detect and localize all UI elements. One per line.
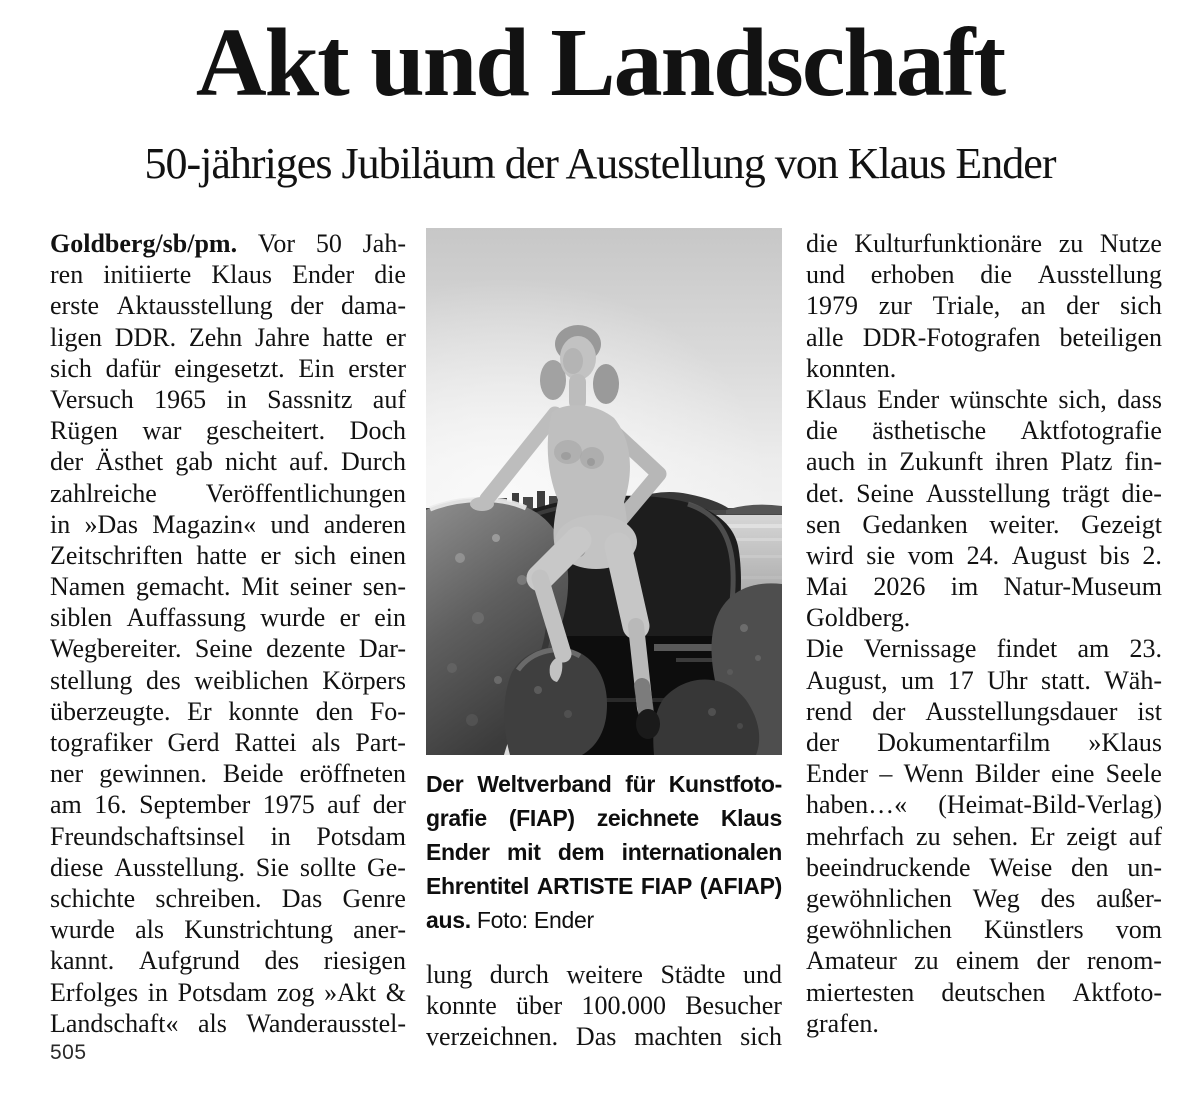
text-line: der Ästhet gab nicht auf. Durch: [50, 447, 406, 477]
text-line: Wegbereiter. Seine dezente Dar-: [50, 634, 406, 664]
text-line: sen Gedanken weiter. Gezeigt: [806, 509, 1162, 539]
text-line: kannt. Aufgrund des riesigen: [50, 946, 406, 976]
text-line: erste Aktausstellung der dama-: [50, 291, 406, 321]
photo-caption: [426, 767, 782, 937]
text-line: in »Das Magazin« und anderen: [50, 509, 406, 539]
text-line: sich dafür eingesetzt. Ein erster: [50, 353, 406, 383]
text-line: konnte über 100.000 Besucher: [426, 991, 782, 1021]
text-line: schichte schreiben. Das Genre: [50, 883, 406, 913]
text-line: grafie (FIAP) zeichnete Klaus: [426, 805, 782, 831]
text-line: lung durch weitere Städte und: [426, 960, 782, 989]
text-line: gewöhnlichen Künstlers vom: [806, 915, 1162, 945]
article-subtitle: 50-jähriges Jubiläum der Ausstellung von Klaus Ender: [144, 139, 1056, 188]
article-photo: [426, 228, 782, 755]
text-line: Versuch 1965 in Sassnitz auf: [50, 384, 406, 414]
text-line: Landschaft« als Wanderausstel-: [50, 1008, 406, 1038]
text-line: mehrfach zu sehen. Er zeigt auf: [806, 821, 1162, 851]
text-line: und erhoben die Ausstellung: [806, 260, 1162, 290]
text-line: grafen.: [806, 1008, 879, 1038]
text-line: tografiker Gerd Rattei als Part-: [50, 728, 406, 757]
text-line: zahlreiche Veröffentlichungen: [50, 478, 406, 508]
text-line: gewöhnlichen Weg des außer-: [806, 883, 1162, 913]
text-line: beeindruckende Weise den un-: [806, 852, 1162, 882]
text-line: ner gewinnen. Beide eröffneten: [50, 759, 406, 789]
photo-illustration: [426, 228, 782, 755]
text-line: auch in Zukunft ihren Platz fin-: [806, 447, 1162, 477]
text-line: Goldberg.: [806, 603, 911, 633]
text-line: Amateur zu einem der renom-: [806, 946, 1162, 976]
article-title: Akt und Landschaft: [195, 9, 1005, 117]
text-line: die Kulturfunktionäre zu Nutze: [806, 229, 1162, 258]
text-line: Zeitschriften hatte er sich einen: [50, 540, 406, 570]
page-number: 505: [50, 1041, 87, 1064]
text-line: Klaus Ender wünschte sich, dass: [806, 384, 1162, 414]
text-line: 1979 zur Triale, an der sich: [806, 291, 1162, 321]
text-line: rend der Ausstellungsdauer ist: [806, 696, 1162, 726]
text-line: die ästhetische Aktfotografie: [806, 416, 1162, 446]
text-line: alle DDR-Fotografen beteiligen: [806, 322, 1162, 352]
text-line: verzeichnen. Das machten sich: [426, 1022, 782, 1052]
text-line: wird sie vom 24. August bis 2.: [806, 540, 1162, 570]
text-line: Rügen war gescheitert. Doch: [50, 416, 406, 446]
right-column: [806, 228, 1162, 1039]
text-line: der Dokumentarfilm »Klaus: [806, 728, 1162, 757]
text-line: am 16. September 1975 auf der: [50, 790, 406, 820]
text-line: Die Vernissage findet am 23.: [806, 634, 1162, 664]
text-line: Mai 2026 im Natur-Museum: [806, 572, 1162, 602]
text-line: konnten.: [806, 353, 897, 383]
text-line: aus. Foto: Ender: [426, 907, 594, 933]
text-line: Ender mit dem internationalen: [426, 839, 782, 865]
text-line: Goldberg/sb/pm. Vor 50 Jah-: [50, 229, 406, 258]
text-line: Erfolges in Potsdam zog »Akt &: [50, 977, 406, 1007]
left-column: [50, 228, 406, 1039]
text-line: miertesten deutschen Aktfoto-: [806, 977, 1162, 1007]
text-line: ren initiierte Klaus Ender die: [50, 260, 406, 290]
text-line: det. Seine Ausstellung trägt die-: [806, 478, 1162, 508]
text-line: siblen Auffassung wurde er ein: [50, 603, 406, 633]
text-line: Namen gemacht. Mit seiner sen-: [50, 572, 406, 602]
text-line: haben…« (Heimat-Bild-Verlag): [806, 790, 1162, 820]
text-line: August, um 17 Uhr statt. Wäh-: [806, 665, 1162, 695]
text-line: überzeugte. Er konnte den Fo-: [50, 696, 406, 726]
text-line: diese Ausstellung. Sie sollte Ge-: [50, 852, 406, 882]
text-line: stellung des weiblichen Körpers: [50, 665, 406, 695]
middle-column-text: [426, 959, 782, 1053]
middle-column: [426, 228, 782, 1053]
text-line: Freundschaftsinsel in Potsdam: [50, 821, 406, 851]
text-line: Der Weltverband für Kunstfoto-: [426, 771, 782, 797]
text-line: ligen DDR. Zehn Jahre hatte er: [50, 322, 406, 352]
text-line: wurde als Kunstrichtung aner-: [50, 915, 406, 945]
text-line: Ehrentitel ARTISTE FIAP (AFIAP): [426, 873, 782, 899]
text-line: Ender – Wenn Bilder eine Seele: [806, 759, 1162, 789]
